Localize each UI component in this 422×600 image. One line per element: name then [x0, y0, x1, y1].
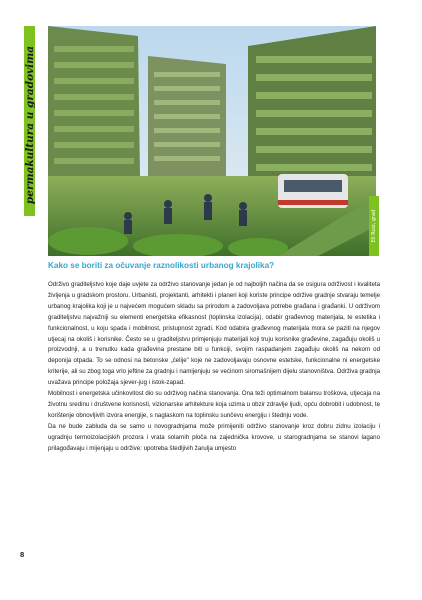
photo-credit — [369, 196, 379, 256]
section-title-text: permakultura u gradovima — [24, 45, 36, 205]
urban-garden-photo — [48, 26, 376, 256]
page-number: 8 — [20, 550, 25, 559]
question-heading: Kako se boriti za očuvanje raznolikosti urbanog krajolika? — [48, 261, 275, 270]
paragraph: Mobilnost i energetska učinkovitost dio su održivog načina stanovanja. Ona teži optimalnom balansu troškova, utjecaja na životnu sredinu i društvene korisnosti, vizionarske arhitekture koja uzima u obzir zdravlje ljudi, opću dobrobit i udobnost, te korištenje obnovljivih izvora energije, s naglaskom na toplinsku sunčevu energiju i štednju vode. — [48, 390, 380, 419]
section-title — [22, 40, 38, 210]
photo-credit-text: Eli Ruiz, grad — [371, 209, 377, 243]
paragraph: Da ne bude zabluda da se samo u novogradnjama može primijeniti održivo stanovanje kroz dobru zidnu izolaciju i ugradnju termoizolacijskih prozora i vrata solarnih ploča na zajednička krovove, u starogradnjama se stanovi lagano prilagođavaju i mijenjaju u održive: upotreba štedljivih žarulja umjesto — [48, 422, 380, 452]
article-body — [48, 280, 380, 455]
paragraph: Održivo graditeljstvo koje daje uvjete za održivo stanovanje jedan je od najboljih načina da se osigura održivost i kvaliteta življenja u gradskom prostoru. Urbanisti, projektanti, arhitekti i planeri koji koriste principe održive gradnje stvaraju temelje urbanog krajolika koji je u najvećem mogućem skladu sa prirodom a zadovoljava potrebe građana i građanki. U održivom graditeljstvu najvažniji su elementi energetska efikasnost (toplinska izolacija), odabir građevnog materijala, te estetika i funkcionalnost, u koju spada i mobilnost, pristupnost zgradi. Kod odabira građevnog materijala mora se paziti na njegov utjecaj na okoliš i korisnike. Često se u graditeljstvu primjenjuju materijali koji truju korisnike građevine, zagađuju okoliš u proizvodnji, a u trenutku kada građevina prestane biti u funkciji, svojim raspadanjem zagađuju okoliš na nekom od deponija otpada. To se odnosi na betonske „ćelije" koje ne zadovoljavaju osnovne estetske, funkcionalne ni energetske kriterije, ali su zbog toga vrlo jeftine za gradnju i namijenjuju se većinom siromašnijem dijelu stanovništva. Održiva gradnja uvažava principe položaja sjever-jug i istok-zapad. — [48, 281, 380, 387]
header-photo — [48, 26, 376, 256]
